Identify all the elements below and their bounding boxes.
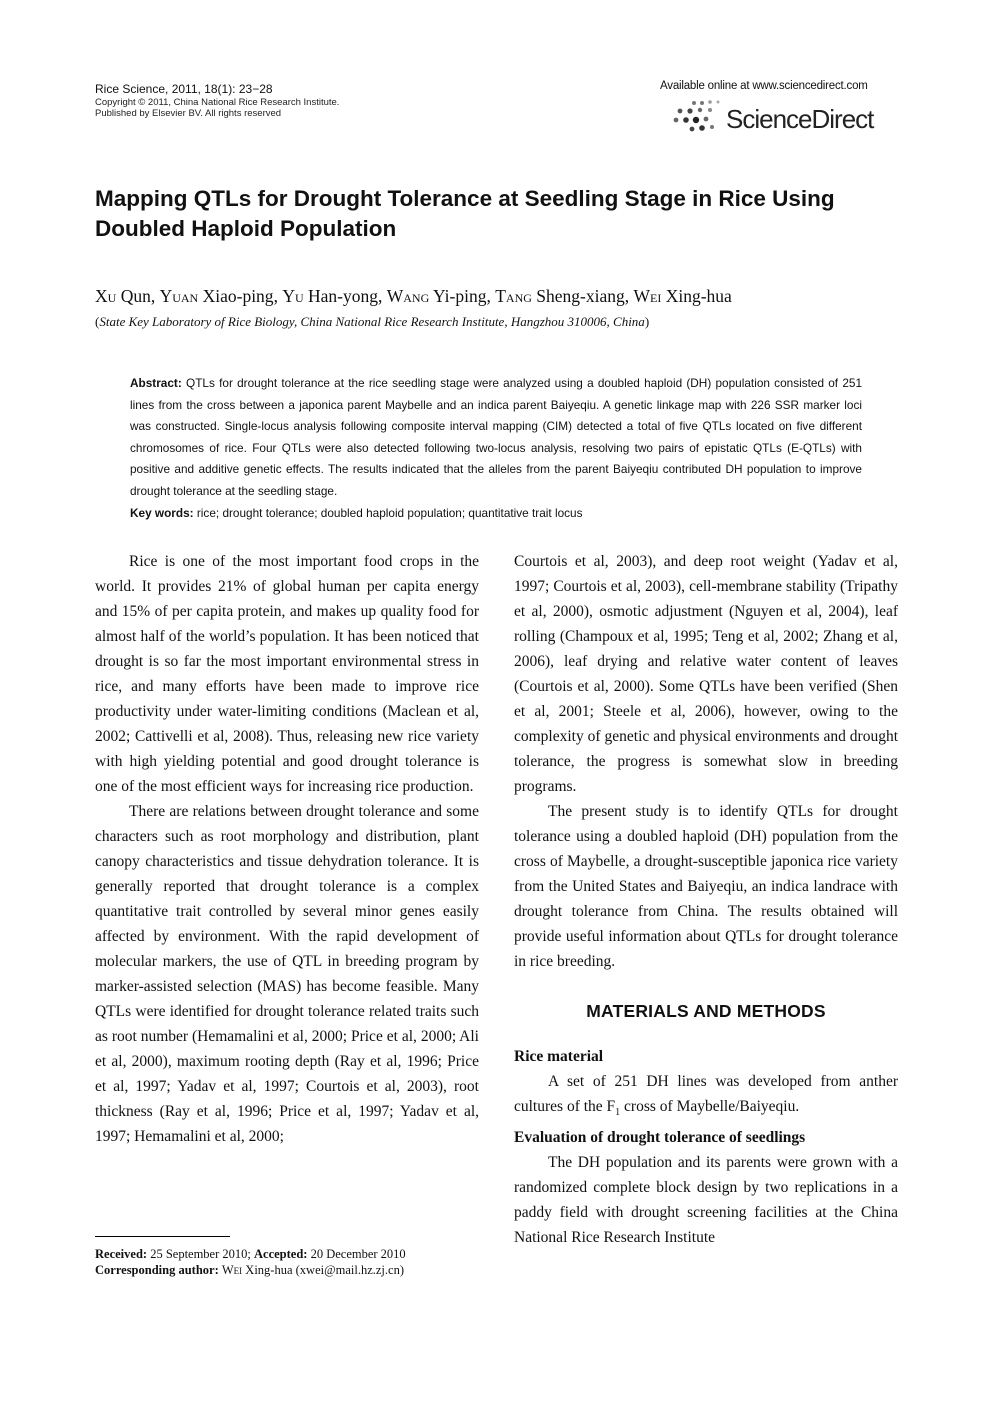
paragraph: There are relations between drought tolerance and some characters such as root morphology and distribution, plant canopy characteristics and tissue dehydration tolerance. It is generally reported that drought tolerance is a complex quantitative trait controlled by several minor genes easily affected by environment. With the rapid development of molecular markers, the use of QTL in breeding program by marker-assisted selection (MAS) has become feasible. Many QTLs were identified for drought tolerance related traits such as root number (Hemamalini et al, 2000; Price et al, 2000; Ali et al, 2000), maximum rooting depth (Ray et al, 1996; Price et al, 1997; Yadav et al, 1997; Courtois et al, 2003), root thickness (Ray et al, 1996; Price et al, 1997; Yadav et al, 1997; Hemamalini et al, 2000;: [95, 803, 479, 1145]
corresponding-author-line: Corresponding author: Wei Xing-hua (xwei@mail.hz.zj.cn): [95, 1263, 404, 1277]
subsection-heading: Evaluation of drought tolerance of seedlings: [514, 1129, 806, 1147]
dates-line: Received: 25 September 2010; Accepted: 20 December 2010: [95, 1247, 406, 1261]
author: Wei Xing-hua: [633, 286, 732, 306]
section-heading: MATERIALS AND METHODS: [586, 1001, 826, 1021]
paragraph: The present study is to identify QTLs for drought tolerance using a doubled haploid (DH) population from the cross of Maybelle, a drought-susceptible japonica rice variety from the United States and Baiyeqiu, an indica landrace with drought tolerance from China. The results obtained will provide useful information about QTLs for drought tolerance in rice breeding.: [514, 803, 898, 970]
body-column-left: [95, 549, 479, 1149]
available-online-text: Available online at www.sciencedirect.com: [660, 80, 868, 92]
abstract: [130, 373, 862, 503]
author: Yuan Xiao-ping: [159, 286, 274, 306]
journal-citation: Rice Science, 2011, 18(1): 23−28: [95, 82, 273, 96]
author-list: Xu Qun, Yuan Xiao-ping, Yu Han-yong, Wang Yi-ping, Tang Sheng-xiang, Wei Xing-hua: [95, 286, 732, 306]
paragraph: The DH population and its parents were grown with a randomized complete block design by two replications in a paddy field with drought screening facilities at the China National Rice Research Institute: [514, 1154, 898, 1247]
sciencedirect-logo: [660, 80, 905, 134]
footnote: [95, 1246, 495, 1278]
copyright-line: Copyright © 2011, China National Rice Research Institute.: [95, 97, 340, 108]
journal-header: [95, 82, 515, 119]
affiliation: (State Key Laboratory of Rice Biology, China National Rice Research Institute, Hangzhou 310006, China): [95, 314, 650, 329]
paragraph: A set of 251 DH lines was developed from anther cultures of the $F_1$ cross of Maybelle/Baiyeqiu.: [514, 1073, 898, 1119]
publisher-line: Published by Elsevier BV. All rights reserved: [95, 108, 282, 119]
keywords-text: rice; drought tolerance; doubled haploid population; quantitative trait locus: [196, 506, 583, 520]
author: Wang Yi-ping: [386, 286, 487, 306]
keywords-label: Key words:: [130, 506, 194, 520]
body-column-right: [514, 549, 898, 1250]
abstract-text: QTLs for drought tolerance at the rice seedling stage were analyzed using a doubled haploid (DH) population consisted of 251 lines from the cross between a japonica parent Maybelle and an indica parent Baiyeqiu. A genetic linkage map with 226 SSR marker loci was constructed. Single-locus analysis following composite interval mapping (CIM) detected a total of five QTLs located on five different chromosomes of rice. Four QTLs were also detected following two-locus analysis, resolving two pairs of epistatic QTLs (E-QTLs) with positive and additive genetic effects. The results indicated that the alleles from the parent Baiyeqiu contributed DH population to improve drought tolerance at the seedling stage.: [130, 376, 863, 498]
abstract-label: Abstract:: [130, 376, 182, 390]
paragraph: Rice is one of the most important food crops in the world. It provides 21% of global human per capita energy and 15% of per capita protein, and makes up quality food for almost half of the world’s population. It has been noticed that drought is so far the most important environmental stress in rice, and many efforts have been made to improve rice productivity under water-limiting conditions (Maclean et al, 2002; Cattivelli et al, 2008). Thus, releasing new rice variety with high yielding potential and good drought tolerance is one of the most efficient ways for increasing rice production.: [95, 553, 479, 795]
paragraph-continued: Courtois et al, 2003), and deep root weight (Yadav et al, 1997; Courtois et al, 2003), cell-membrane stability (Tripathy et al, 2000), osmotic adjustment (Nguyen et al, 2004), leaf rolling (Champoux et al, 1995; Teng et al, 2002; Zhang et al, 2006), leaf drying and relative water content of leaves (Courtois et al, 2000). Some QTLs have been verified (Shen et al, 2001; Steele et al, 2006), however, owing to the complexity of genetic and physical environments and drought tolerance, the progress is somewhat slow in breeding programs.: [514, 553, 898, 795]
author: Tang Sheng-xiang: [495, 286, 625, 306]
footnote-divider: [95, 1236, 230, 1237]
sciencedirect-dots-icon: [672, 100, 724, 132]
article-title: Mapping QTLs for Drought Tolerance at Seedling Stage in Rice Using Doubled Haploid Population: [95, 186, 835, 241]
sciencedirect-wordmark: ScienceDirect: [726, 104, 874, 134]
keywords: [130, 503, 862, 525]
author: Xu Qun: [95, 286, 151, 306]
subsection-heading: Rice material: [514, 1048, 604, 1065]
author: Yu Han-yong: [282, 286, 378, 306]
